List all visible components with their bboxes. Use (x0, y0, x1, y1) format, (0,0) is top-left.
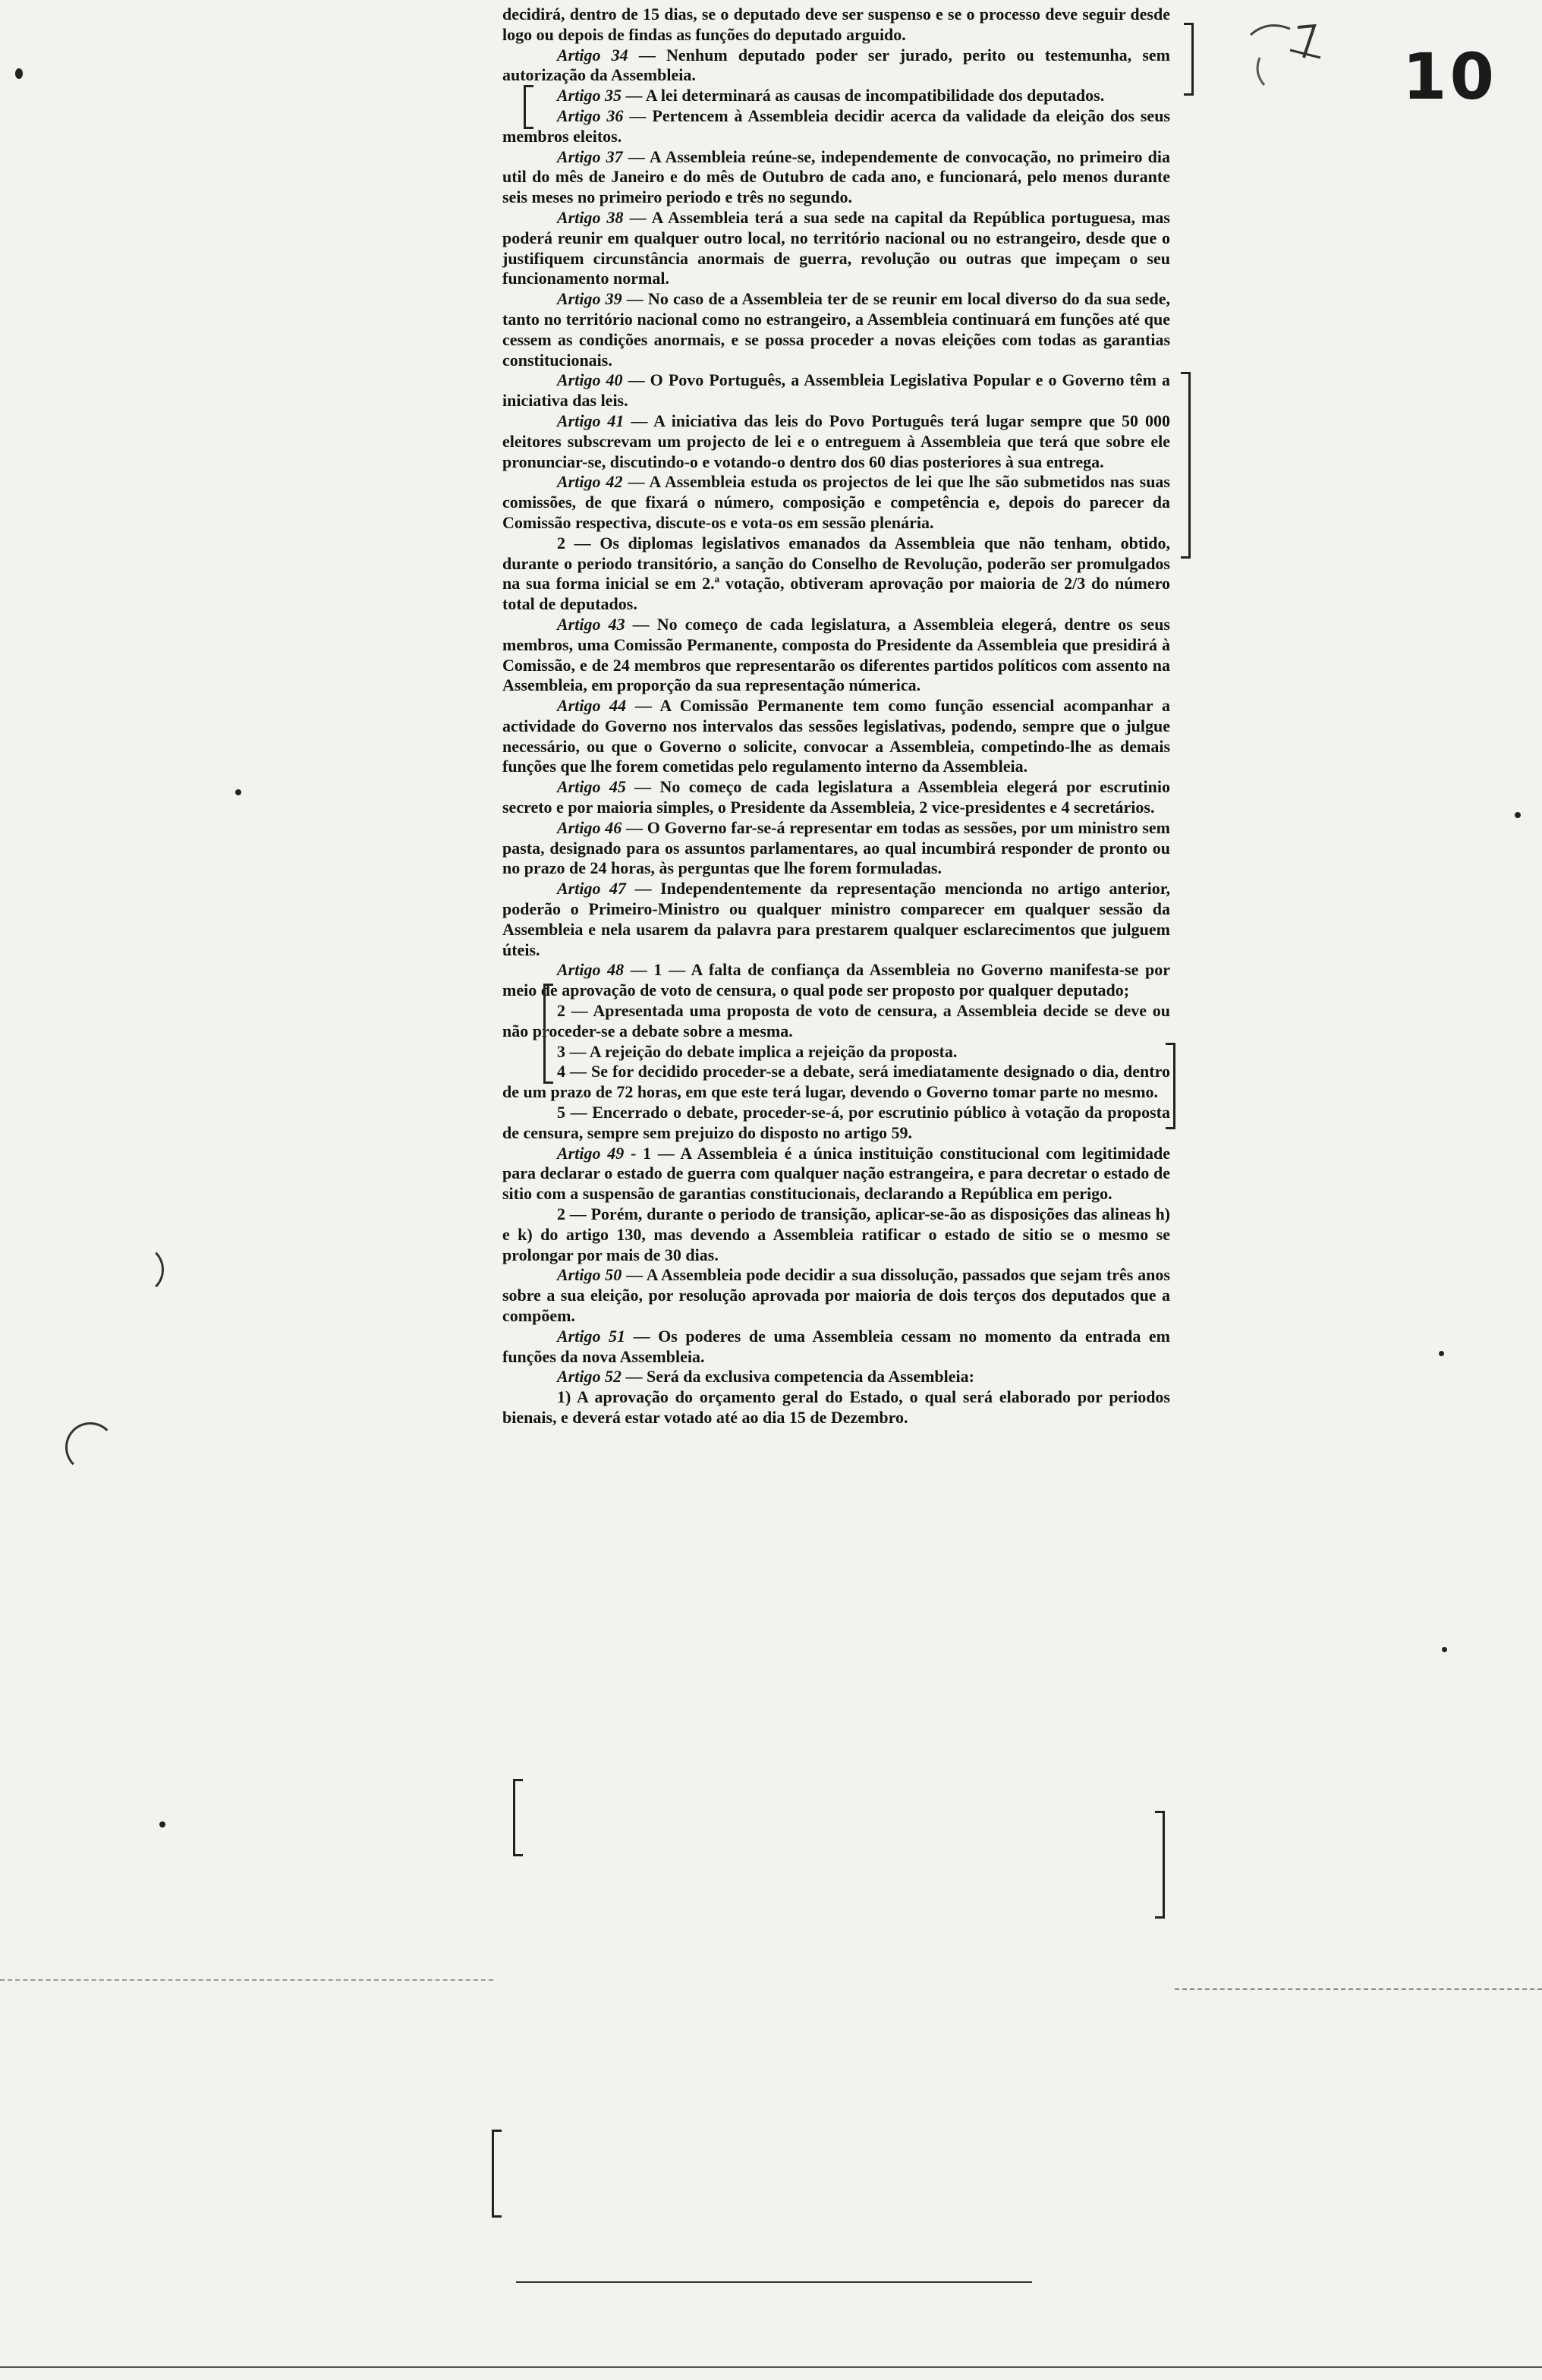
margin-bracket (492, 2130, 502, 2218)
article-paragraph (502, 411, 1170, 472)
article-paragraph (502, 615, 1170, 696)
article-heading: Artigo 35 (557, 86, 622, 105)
article-heading: Artigo 39 (557, 289, 622, 309)
sub-paragraph (502, 1204, 1170, 1265)
sub-paragraph (502, 1103, 1170, 1144)
article-paragraph (502, 1265, 1170, 1326)
fold-line (1175, 1988, 1542, 1990)
sub-paragraph (502, 1042, 1170, 1062)
sub-paragraph (502, 1001, 1170, 1042)
paragraph-text: — A Comissão Permanente tem como função essencial acompanhar a actividade do Governo nos intervalos das sessões legislativas, podendo, sempre que o julgue necessário, ou que o Governo o solicite, convocar a Assembleia, competindo-lhe as demais funções que lhe forem cometidas pelo regulamento interno da Assembleia. (502, 696, 1171, 776)
paragraph-text: 3 — A rejeição do debate implica a rejeição da proposta. (557, 1041, 958, 1061)
paragraph-text: — Pertencem à Assembleia decidir acerca da validade da eleição dos seus membros eleitos. (502, 105, 1170, 146)
article-heading: Artigo 38 (557, 207, 624, 227)
fold-line (0, 1979, 493, 1981)
paragraph-text: — O Povo Português, a Assembleia Legislativa Popular e o Governo têm a iniciativa das leis. (502, 370, 1170, 411)
scan-speck (235, 789, 241, 795)
article-heading: Artigo 40 (557, 370, 623, 390)
margin-bracket (1155, 1811, 1165, 1919)
article-paragraph (502, 879, 1170, 960)
paragraph-text: 2 — Porém, durante o periodo de transição, aplicar-se-ão as disposições das alineas h) e k) do artigo 130, mas devendo a Assembleia ratificar o estado de sitio se o mesmo se prolongar por mais de 30 dias. (502, 1204, 1170, 1264)
paragraph-text: - 1 — A Assembleia é a única instituição constitucional com legitimidade para declarar o estado de guerra com qualquer nação estrangeira, e para decretar o estado de sitio com a suspensão de garantias constitucionais, declarando a República em perigo. (502, 1143, 1170, 1204)
punch-hole-arc (114, 1245, 164, 1295)
article-paragraph (502, 818, 1170, 879)
article-paragraph (502, 106, 1170, 147)
paragraph-text: 5 — Encerrado o debate, proceder-se-á, por escrutinio público à votação da proposta de censura, sempre sem prejuizo do disposto no artigo 59. (502, 1103, 1170, 1142)
article-paragraph (502, 370, 1170, 411)
paragraph-text: — Independentemente da representação mencionda no artigo anterior, poderão o Primeiro-Ministro ou qualquer ministro comparecer em qualquer sessão da Assembleia e nela usarem da palavra para prestarem qualquer esclarecimentos que julguem úteis. (502, 879, 1170, 959)
scan-speck (15, 68, 23, 79)
article-paragraph (502, 1144, 1170, 1204)
article-paragraph (502, 86, 1170, 106)
paragraph-text: — 1 — A falta de confiança da Assembleia no Governo manifesta-se por meio de aprovação de voto de censura, o qual pode ser proposto por qualquer deputado; (502, 960, 1170, 1000)
paragraph-text: — A Assembleia pode decidir a sua dissolução, passados que sejam três anos sobre a sua eleição, por resolução aprovada por maioria de dois terços dos deputados que a compõem. (502, 1265, 1170, 1325)
sub-paragraph (502, 534, 1170, 615)
article-paragraph (502, 696, 1170, 777)
article-heading: Artigo 51 (557, 1326, 626, 1346)
article-paragraph (502, 1327, 1170, 1368)
article-paragraph (502, 777, 1170, 818)
margin-bracket (1184, 23, 1194, 96)
article-paragraph (502, 289, 1170, 370)
punch-hole-arc (65, 1422, 115, 1472)
sub-paragraph (502, 1387, 1170, 1428)
article-heading: Artigo 52 (557, 1367, 622, 1387)
paragraph-text: — Nenhum deputado poder ser jurado, perito ou testemunha, sem autorização da Assembleia. (502, 45, 1170, 85)
paragraph-text: — A lei determinará as causas de incompatibilidade dos deputados. (621, 86, 1105, 105)
paragraph-text: decidirá, dentro de 15 dias, se o deputado deve ser suspenso e se o processo deve seguir desde logo ou depois de findas as funções do deputado arguido. (502, 5, 1170, 44)
paragraph-text: — O Governo far-se-á representar em todas as sessões, por um ministro sem pasta, designado para os assuntos parlamentares, ao qual incumbirá responder de pronto ou no prazo de 24 horas, às perguntas que lhe forem formuladas. (502, 817, 1171, 878)
article-heading: Artigo 34 (557, 45, 628, 65)
margin-bracket (513, 1779, 523, 1856)
article-heading: Artigo 45 (557, 777, 626, 797)
article-paragraph (502, 46, 1170, 87)
article-paragraph (502, 960, 1170, 1001)
scan-speck (1515, 812, 1521, 818)
article-heading: Artigo 41 (557, 411, 625, 430)
scan-speck (1442, 1647, 1447, 1652)
paragraph-text: — A Assembleia terá a sua sede na capital da República portuguesa, mas poderá reunir em qualquer outro local, no território nacional ou no estrangeiro, desde que o justifiquem circunstância anormais de guerra, revolução ou outras que impeçam o seu funcionamento normal. (502, 207, 1170, 288)
article-heading: Artigo 48 (557, 960, 625, 980)
handwritten-mark-icon (1245, 12, 1328, 103)
scan-speck (159, 1821, 165, 1828)
article-heading: Artigo 49 (557, 1143, 625, 1163)
paragraph-text: 2 — Apresentada uma proposta de voto de censura, a Assembleia decide se deve ou não proceder-se a debate sobre a mesma. (502, 1001, 1170, 1040)
article-heading: Artigo 37 (557, 146, 623, 166)
margin-bracket (543, 984, 553, 1084)
article-heading: Artigo 43 (557, 614, 625, 634)
article-heading: Artigo 50 (557, 1265, 622, 1285)
paragraph-text: 4 — Se for decidido proceder-se a debate, será imediatamente designado o dia, dentro de um prazo de 72 horas, em que este terá lugar, devendo o Governo tomar parte no mesmo. (502, 1062, 1170, 1102)
article-heading: Artigo 44 (557, 696, 627, 716)
paragraph-text: — No caso de a Assembleia ter de se reunir em local diverso do da sua sede, tanto no território nacional como no estrangeiro, a Assembleia continuará em funções até que cessem as condições anormais, e se possa proceder a novas eleições com todas as garantias constitucionais. (502, 289, 1170, 370)
article-paragraph (502, 208, 1170, 289)
scan-speck (1439, 1351, 1444, 1356)
margin-bracket (1181, 372, 1191, 559)
paragraph-text: — Os poderes de uma Assembleia cessam no momento da entrada em funções da nova Assembleia. (502, 1326, 1170, 1366)
sub-paragraph (502, 1062, 1170, 1103)
page-number: 10 (1402, 39, 1497, 114)
paragraph-text: 1) A aprovação do orçamento geral do Estado, o qual será elaborado por periodos bienais, e deverá estar votado até ao dia 15 de Dezembro. (502, 1387, 1170, 1427)
page-edge (0, 2366, 1542, 2368)
article-heading: Artigo 46 (557, 817, 622, 837)
paragraph-text: — Será da exclusiva competencia da Assembleia: (621, 1367, 974, 1387)
paragraph-text: — A Assembleia reúne-se, independemente de convocação, no primeiro dia util do mês de Janeiro e do mês de Outubro de cada ano, e funcionará, pelo menos durante seis meses no primeiro periodo e três no segundo. (502, 146, 1170, 207)
article-heading: Artigo 36 (557, 105, 624, 125)
document-body (502, 5, 1170, 1428)
bottom-rule (516, 2281, 1032, 2283)
article-paragraph (502, 472, 1170, 533)
article-heading: Artigo 47 (557, 879, 626, 899)
article-heading: Artigo 42 (557, 472, 623, 492)
paragraph-text: — A iniciativa das leis do Povo Português terá lugar sempre que 50 000 eleitores subscrevam um projecto de lei e o entreguem à Assembleia que terá que sobre ele pronunciar-se, discutindo-o e votando-o dentro dos 60 dias posteriores à sua entrega. (502, 411, 1170, 471)
paragraph-text: — No começo de cada legislatura, a Assembleia elegerá, dentre os seus membros, uma Comissão Permanente, composta do Presidente da Assembleia que presidirá à Comissão, e de 24 membros que representarão os diferentes partidos políticos com assento na Assembleia, em proporção da sua representação númerica. (502, 614, 1170, 695)
margin-bracket (524, 85, 533, 129)
article-paragraph (502, 1367, 1170, 1387)
paragraph-text: — No começo de cada legislatura a Assembleia elegerá por escrutinio secreto e por maioria simples, o Presidente da Assembleia, 2 vice-presidentes e 4 secretários. (502, 777, 1170, 817)
paragraph-text: — A Assembleia estuda os projectos de lei que lhe são submetidos nas suas comissões, de que fixará o número, composição e competência e, depois do parecer da Comissão respectiva, discute-os e vota-os em sessão plenária. (502, 472, 1170, 532)
margin-bracket (1166, 1043, 1175, 1129)
paragraph-text: 2 — Os diplomas legislativos emanados da Assembleia que não tenham, obtido, durante o periodo transitório, a sanção do Conselho de Revolução, poderão ser promulgados na sua forma inicial se em 2.ª votação, obtiveram aprovação por maioria de 2/3 do número total de deputados. (502, 533, 1170, 614)
sub-paragraph (502, 5, 1170, 46)
article-paragraph (502, 147, 1170, 208)
